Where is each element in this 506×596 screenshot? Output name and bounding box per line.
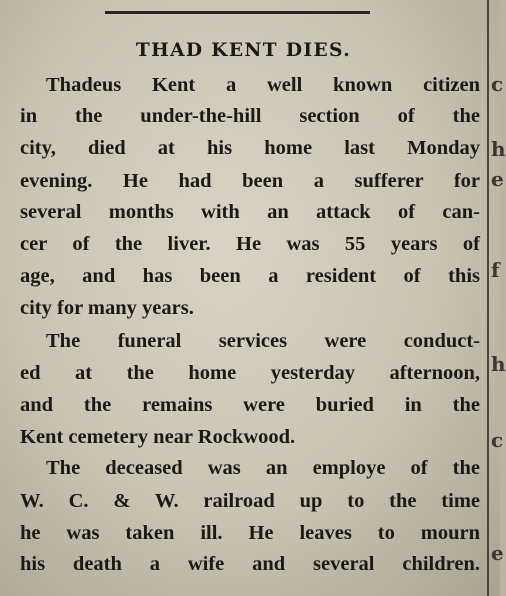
- column-divider: [487, 0, 489, 596]
- adjacent-column-fragment: e: [491, 541, 504, 565]
- adjacent-column-bleed: [491, 0, 506, 596]
- article-line: Kent cemetery near Rockwood.: [20, 426, 296, 448]
- article-line: several months with an attack of can-: [20, 201, 480, 223]
- article-line: The deceased was an employe of the: [46, 457, 480, 479]
- article-line: cer of the liver. He was 55 years of: [20, 233, 480, 255]
- adjacent-column-fragment: h: [491, 137, 506, 161]
- article-line: The funeral services were conduct-: [46, 330, 480, 352]
- article-line: in the under-the-hill section of the: [20, 105, 480, 127]
- adjacent-column-fragment: f: [491, 258, 500, 282]
- article-line: age, and has been a resident of this: [20, 265, 480, 287]
- article-headline: THAD KENT DIES.: [135, 39, 352, 61]
- adjacent-column-fragment: c: [491, 428, 504, 452]
- top-rule: [105, 11, 370, 14]
- article-line: Thadeus Kent a well known citizen: [46, 74, 480, 96]
- article-line: and the remains were buried in the: [20, 394, 480, 416]
- article-line: W. C. & W. railroad up to the time: [20, 490, 480, 512]
- article-line: evening. He had been a sufferer for: [20, 170, 480, 192]
- article-line: he was taken ill. He leaves to mourn: [20, 522, 480, 544]
- article-line: city for many years.: [20, 297, 194, 319]
- article-line: city, died at his home last Monday: [20, 137, 480, 159]
- article-line: ed at the home yesterday afternoon,: [20, 362, 480, 384]
- adjacent-column-fragment: c: [491, 72, 504, 96]
- article-line: his death a wife and several children.: [20, 553, 480, 575]
- adjacent-column-fragment: e: [491, 167, 504, 191]
- adjacent-column-fragment: h: [491, 352, 506, 376]
